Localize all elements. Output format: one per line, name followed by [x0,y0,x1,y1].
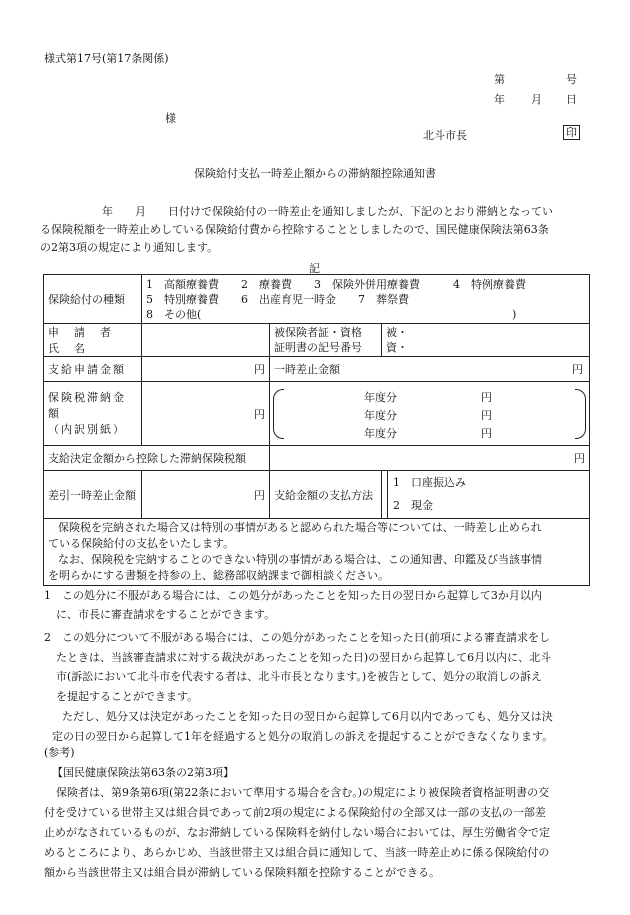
law-line: 額から当該世帯主又は組合員が滞納している保険料額を控除することができる。 [44,866,440,879]
reference-label: (参考) [44,746,75,759]
net-suspended-unit: 円 [142,471,270,519]
note-line: たときは、当該審査請求に対する裁決があったことを知った日)の翌日から起算して6月以内に、北斗 [56,650,552,664]
date-day: 日 [566,93,577,106]
notice-line: ている保険給付の支払をいたします。 [48,537,235,550]
law-line: 止めがなされているものが、なお滞納している保険料を納付しない場合においては、厚生労働省令で定 [44,826,550,839]
option-line [146,307,585,322]
option-other-close: ) [512,307,517,321]
appeal-note-3 [44,707,589,746]
notice-line: 保険税を完納された場合又は特別の事情があると認められた場合等については、一時差し止められ [58,521,542,534]
seal-text: 印 [563,125,580,140]
note-line: 2 この処分について不服がある場合には、この処分があったことを知った日(前項による審査請求をし [44,631,550,644]
table-row [44,382,590,446]
payment-option: 1 口座振込み [393,476,466,489]
law-line: めるところにより、あらかじめ、当該世帯主又は組合員に通知して、当該一時差止めに係る保険給付の [44,846,550,859]
law-text [44,783,592,883]
tax-arrears-breakdown [270,382,590,446]
insurance-card-label-line: 被保険者証・資格 [274,326,362,339]
payment-method-label: 支給金額の支払方法 [270,471,382,519]
appeal-note-1 [44,586,589,624]
note-line: 市(訴訟において北斗市を代表する者は、北斗市長となります。)を被告として、処分の取消しの訴え [56,670,542,683]
date-month: 月 [531,93,542,106]
payment-method-box [382,471,589,518]
law-line: 付を受けている世帯主又は組合員であって前2項の規定による保険給付の全部又は一部の支払の一部差 [44,806,546,819]
form-number: 様式第17号(第17条関係) [44,52,169,65]
breakdown-years [364,389,397,443]
tax-arrears-label [44,382,142,446]
notice-line: を明らかにする書類を持参の上、総務部収納課まで御相談ください。 [48,569,389,582]
intro-line: 年 月 日付けで保険給付の一時差止を通知しましたが、下記のとおり滞納となってい [102,205,553,218]
insurance-card-value [382,324,590,357]
issuer: 北斗市長 [423,129,467,142]
suspended-amount-label: 一時差止金額 [274,363,340,376]
payment-method-list [388,471,466,518]
number-label-go: 号 [566,73,577,86]
benefit-type-options [142,275,590,324]
note-line: ただし、処分又は決定があったことを知った日の翌日から起算して6月以内であっても、処分又は決 [62,710,553,723]
applicant-name-value [142,324,270,357]
insurance-card-label-line: 証明書の記号番号 [274,341,362,354]
insurance-card-label [270,324,382,357]
breakdown-year-label: 年度分 [364,426,397,440]
tax-arrears-label-line: 保険税滞納金額 [48,390,126,420]
deducted-arrears-unit: 円 [270,446,590,471]
table-row [44,324,590,357]
suspended-amount-cell [270,357,590,382]
breakdown-bracket [273,385,586,443]
option-line: 1 高額療養費 2 療養費 3 保険外併用療養費 4 特例療養費 [146,277,526,291]
breakdown-year-label: 年度分 [364,390,397,404]
tax-arrears-unit: 円 [142,382,270,446]
law-title: 【国民健康保険法第63条の2第3項】 [52,766,234,779]
payment-notice [44,519,590,586]
benefit-type-label: 保険給付の種類 [44,275,142,324]
date-year: 年 [494,93,505,106]
tax-arrears-label-line: （内訳別紙） [48,422,126,436]
payment-method-options [382,471,590,519]
suspended-amount-unit: 円 [572,363,584,376]
appeal-note-2 [44,628,589,706]
intro-paragraph [40,203,588,257]
intro-line: の2第3項の規定により通知します。 [40,241,219,254]
bracket-left [273,389,284,439]
breakdown-units [481,389,492,443]
seal-mark [563,125,580,140]
option-line: 5 特別療養費 6 出産育児一時金 7 葬祭費 [146,292,409,306]
breakdown-unit: 円 [481,408,492,422]
deducted-arrears-label: 支給決定金額から控除した滞納保険税額 [44,446,270,471]
table-row [44,446,590,471]
insurance-card-prefix: 被・ [386,326,408,339]
payment-option: 2 現金 [393,499,433,512]
note-line: を提起することができます。 [56,689,199,703]
breakdown-unit: 円 [481,426,492,440]
form-table [43,274,590,586]
note-line: 1 この処分に不服がある場合には、この処分があったことを知った日の翌日から起算して3か月以内 [44,589,542,602]
ki-label: 記 [309,262,320,275]
breakdown-year-label: 年度分 [364,408,397,422]
law-line: 保険者は、第9条第6項(第22条において準用する場合を含む。)の規定により被保険者資格証明書の交 [56,786,550,799]
intro-line: る保険税額を一時差止めしている保険給付費から控除することとしましたので、国民健康保険法第63条 [40,223,549,236]
number-label-dai: 第 [494,73,505,86]
net-suspended-label: 差引一時差止金額 [44,471,142,519]
note-line: 定の日の翌日から起算して1年を経過すると処分の取消しの訴えを提起することができなくなります。 [52,729,554,743]
notice-line: なお、保険税を完納することのできない特別の事情がある場合は、この通知書、印鑑及び当該事情 [58,553,542,566]
table-row [44,275,590,324]
table-row [44,357,590,382]
applied-amount-unit: 円 [142,357,270,382]
insurance-card-prefix: 資・ [386,341,408,354]
option-other: 8 その他( [146,307,202,321]
addressee-suffix: 様 [165,112,176,125]
applied-amount-label: 支給申請金額 [44,357,142,382]
bracket-right [575,389,586,439]
note-line: に、市長に審査請求をすることができます。 [56,608,276,621]
applicant-name-label: 申 請 者 氏 名 [44,324,142,357]
breakdown-unit: 円 [481,390,492,404]
table-row [44,519,590,586]
page-title: 保険給付支払一時差止額からの滞納額控除通知書 [194,167,436,180]
table-row [44,471,590,519]
